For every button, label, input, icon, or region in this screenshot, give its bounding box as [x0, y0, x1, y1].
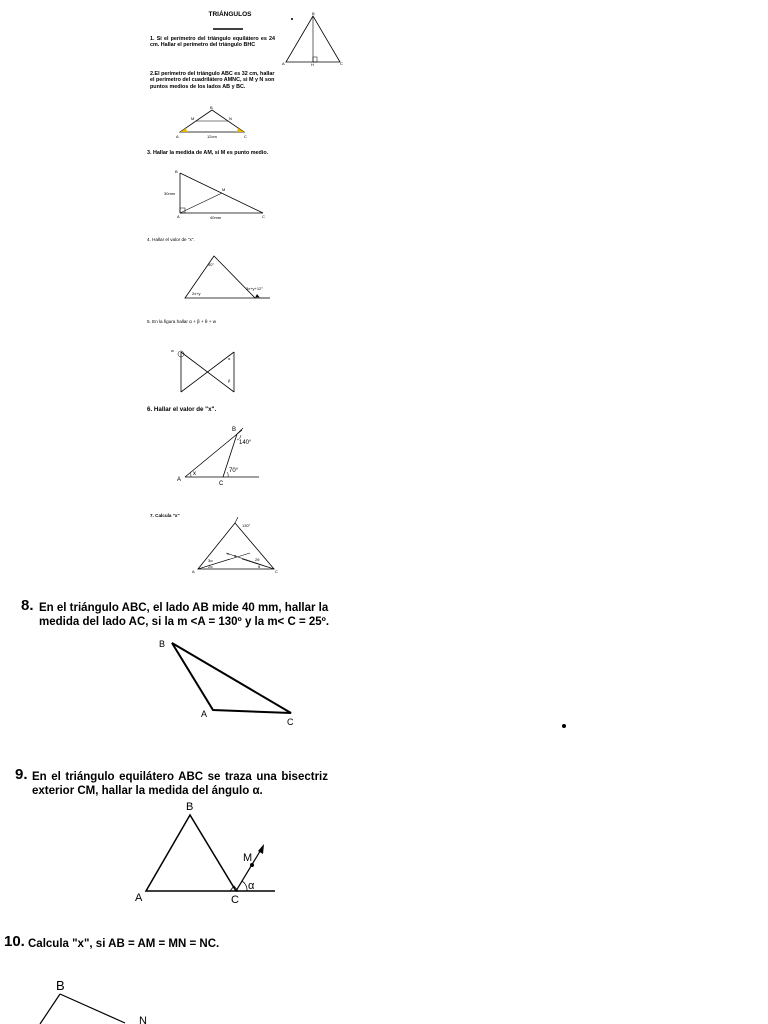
- svg-text:C: C: [275, 569, 278, 574]
- problem-5-figure: [168, 344, 248, 396]
- svg-text:α: α: [248, 880, 255, 892]
- svg-text:3x+y+12°: 3x+y+12°: [246, 286, 263, 291]
- svg-text:A: A: [282, 61, 285, 66]
- problem-4-figure: [180, 250, 275, 302]
- stray-dot: [562, 724, 566, 728]
- problem-10-text: Calcula "x", si AB = AM = MN = NC.: [28, 938, 220, 950]
- problem-5-text: 5. En la figura hallar α + β + θ + w: [147, 319, 217, 324]
- problem-9-text: En el triángulo equilátero ABC se traza una bisectriz exterior CM, hallar la medida del ángulo α.: [32, 771, 328, 797]
- svg-text:B: B: [56, 978, 65, 993]
- svg-text:B: B: [159, 639, 166, 649]
- svg-text:B: B: [312, 11, 315, 16]
- problem-1-text: 1. Si el perímetro del triángulo equilátero es 24 cm. Hallar el perímetro del triángulo BHC: [150, 36, 275, 49]
- svg-text:B: B: [210, 105, 213, 110]
- svg-text:x: x: [227, 551, 229, 556]
- svg-text:B: B: [175, 169, 178, 174]
- svg-text:C: C: [262, 214, 265, 219]
- svg-text:12cm: 12cm: [207, 134, 217, 139]
- svg-text:C: C: [287, 717, 294, 727]
- svg-text:α: α: [234, 553, 237, 558]
- worksheet-title: TRIÁNGULOS: [208, 11, 252, 18]
- svg-text:x: x: [193, 471, 196, 477]
- svg-text:130°: 130°: [242, 523, 251, 528]
- svg-text:N: N: [139, 1015, 147, 1024]
- problem-4-text: 4. Hallar el valor de "x".: [147, 237, 195, 242]
- svg-text:40°: 40°: [208, 262, 215, 267]
- problem-8-figure: [158, 637, 303, 732]
- svg-text:C: C: [231, 894, 239, 906]
- problem-9-number: 9.: [15, 766, 28, 783]
- problem-7-figure: [190, 515, 282, 575]
- svg-text:2θ: 2θ: [255, 557, 260, 562]
- svg-text:N: N: [229, 116, 232, 121]
- svg-text:B: B: [232, 427, 237, 433]
- svg-text:70°: 70°: [229, 468, 239, 474]
- svg-text:2x+y: 2x+y: [192, 291, 201, 296]
- svg-text:A: A: [176, 134, 179, 139]
- svg-text:M: M: [191, 116, 195, 121]
- svg-text:30mm: 30mm: [164, 191, 176, 196]
- problem-3-figure: [160, 165, 275, 225]
- svg-text:H: H: [311, 62, 314, 67]
- problem-8-number: 8.: [21, 597, 34, 614]
- svg-text:M: M: [222, 187, 226, 192]
- problem-8-text: En el triángulo ABC, el lado AB mide 40 mm, hallar la medida del lado AC, si la m <A = 130º y la m< C = 25º.: [39, 602, 330, 628]
- problem-2-text: 2.El perímetro del triángulo ABC es 32 cm, hallar el perímetro del cuadrilátero AMNC, si M y N son puntos medios de los lados AB y BC.: [150, 71, 275, 90]
- svg-text:A: A: [135, 892, 143, 904]
- svg-text:B: B: [186, 801, 194, 813]
- problem-1-figure: [280, 10, 350, 68]
- title-underline: [213, 27, 243, 31]
- svg-text:A: A: [201, 709, 208, 719]
- problem-6-text: 6. Hallar el valor de "x".: [147, 406, 217, 413]
- svg-text:w: w: [171, 348, 174, 353]
- svg-text:M: M: [243, 852, 253, 864]
- svg-text:C: C: [244, 134, 247, 139]
- svg-text:140°: 140°: [239, 440, 252, 446]
- svg-text:α: α: [228, 356, 231, 361]
- svg-text:40mm: 40mm: [210, 215, 222, 220]
- svg-text:C: C: [219, 481, 224, 487]
- svg-text:A: A: [177, 477, 182, 483]
- svg-text:3α: 3α: [208, 558, 213, 563]
- problem-7-text: 7. Calcula "x": [150, 513, 180, 518]
- problem-2-figure: [172, 102, 252, 142]
- svg-text:θ: θ: [258, 564, 261, 569]
- problem-3-text: 3. Hallar la medida de AM, si M es punto medio.: [147, 150, 269, 156]
- svg-text:A: A: [192, 569, 195, 574]
- svg-text:2α: 2α: [208, 564, 213, 569]
- svg-text:A: A: [177, 214, 180, 219]
- problem-10-number: 10.: [4, 933, 25, 950]
- svg-text:β: β: [228, 378, 231, 383]
- problem-6-figure: [175, 422, 265, 487]
- problem-10-figure: [15, 975, 165, 1024]
- svg-text:C: C: [340, 61, 343, 66]
- problem-9-figure: [130, 798, 280, 910]
